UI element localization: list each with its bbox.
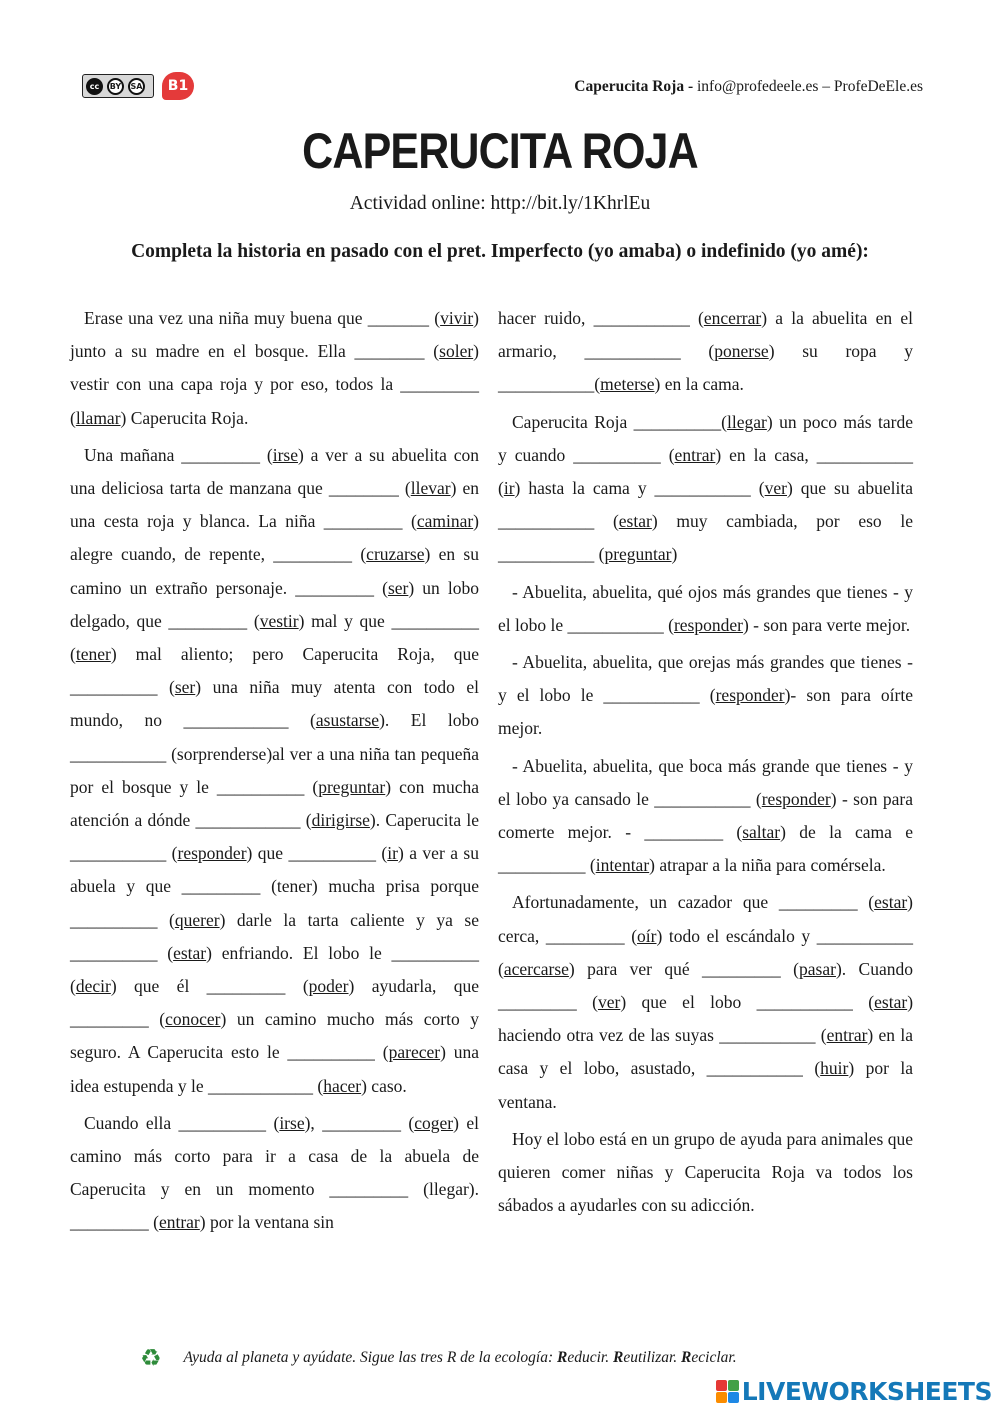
verb-hint: acercarse	[503, 958, 569, 979]
level-badge: B1	[162, 72, 194, 100]
story-text: ) enfriando. El lobo le __________ (	[70, 942, 479, 997]
story-text: ) un lobo delgado, que _________ (	[70, 577, 479, 631]
recycle-icon: ♻	[140, 1344, 162, 1372]
verb-hint: huir	[820, 1058, 849, 1079]
story-text: ) de la cama e __________ (	[498, 822, 913, 876]
story-text: - Abuelita, abuelita, qué ojos más grandes que tienes - y el lobo le ___________ (	[498, 581, 913, 635]
verb-hint: responder	[673, 614, 743, 635]
verb-hint: pasar	[799, 958, 836, 979]
verb-hint: responder	[177, 843, 247, 864]
story-text: ) un poco más tarde y cuando __________ (	[498, 411, 913, 465]
story-text: ) que __________ (	[246, 843, 388, 864]
verb-hint: encerrar	[703, 308, 762, 328]
verb-hint: ir	[503, 478, 515, 499]
footer-text: eutilizar.	[623, 1349, 682, 1366]
online-activity-link: Actividad online: http://bit.ly/1KhrlEu	[349, 193, 651, 214]
page-header	[0, 0, 1000, 110]
verb-hint: meterse	[600, 374, 655, 395]
logo-tile	[716, 1380, 727, 1391]
story-text: ) en la cama.	[654, 374, 744, 395]
verb-hint: preguntar	[318, 776, 386, 797]
verb-hint: ponerse	[714, 341, 769, 362]
story-text: ) darle la tarta caliente y ya se __________ (	[70, 909, 479, 963]
verb-hint: llevar	[410, 478, 451, 499]
story-text: ) una niña muy atenta con todo el mundo, no ____________ (	[70, 677, 480, 731]
story-text: ) a la abuelita en el armario, ___________ (	[498, 308, 913, 362]
verb-hint: estar	[173, 942, 207, 963]
verb-hint: conocer	[165, 1009, 221, 1030]
header-site-title: Caperucita Roja -	[574, 78, 694, 95]
story-paragraph	[498, 1123, 913, 1223]
verb-hint: responder	[761, 788, 831, 809]
verb-hint: ver	[764, 478, 787, 499]
verb-hint: asustarse	[315, 710, 380, 731]
footer-emphasis: R	[681, 1349, 692, 1366]
verb-hint: tener	[75, 644, 111, 665]
story-text: )- son para oírte mejor.	[498, 685, 913, 739]
story-text: ) todo el escándalo y ___________ (	[498, 925, 913, 979]
verb-hint: oír	[637, 925, 657, 946]
verb-hint: cruzarse	[366, 544, 425, 565]
verb-hint: entrar	[158, 1212, 200, 1233]
story-text: ). Caperucita le ___________ (	[70, 810, 479, 864]
story-text: ) en la casa y el lobo, asustado, ___________ (	[498, 1025, 913, 1079]
story-text: ) mal y que __________ (	[70, 610, 479, 665]
logo-tile	[728, 1380, 739, 1391]
footer-note	[140, 1344, 900, 1372]
verb-hint: responder	[715, 685, 785, 706]
story-text: ). Cuando _________ (	[498, 958, 913, 1013]
logo-tile	[728, 1392, 739, 1403]
story-text: Caperucita Roja __________(	[512, 411, 727, 432]
verb-hint: preguntar	[604, 544, 672, 565]
verb-hint: entrar	[826, 1025, 868, 1046]
verb-hint: parecer	[388, 1042, 441, 1063]
story-text: ) cerca, _________ (	[498, 892, 913, 946]
story-paragraph	[70, 439, 479, 1103]
story-text: ) por la ventana.	[498, 1058, 913, 1112]
story-text: Cuando ella __________ (	[84, 1112, 280, 1133]
verb-hint: ir	[387, 843, 398, 864]
story-column-left	[70, 302, 479, 1244]
story-text: Erase una vez una niña muy buena que _______ (	[84, 308, 441, 328]
story-text: ) a ver a su abuelita con una deliciosa tarta de manzana que ________ (	[70, 444, 479, 499]
story-text: ) que el lobo ___________ (	[620, 992, 875, 1013]
verb-hint: poder	[308, 976, 349, 997]
story-text: ) para ver qué _________ (	[568, 958, 800, 979]
story-paragraph	[498, 750, 913, 883]
sa-icon: SA	[128, 78, 145, 95]
verb-hint: ver	[597, 992, 621, 1013]
story-text: ) vestir con una capa roja y por eso, todos la _________ (	[70, 341, 479, 428]
verb-hint: estar	[874, 992, 908, 1013]
story-text: ) mal aliento; pero Caperucita Roja, que __________ (	[70, 644, 479, 698]
verb-hint: caminar	[416, 511, 474, 532]
story-text: ) el camino más corto para ir a casa de la abuela de Caperucita y en un momento _________ (llegar). _________ (	[70, 1112, 479, 1233]
story-text: )	[671, 544, 678, 565]
ecology-note	[184, 1349, 737, 1367]
verb-hint: hacer	[323, 1075, 362, 1096]
story-paragraph	[498, 406, 913, 572]
story-text: ) su ropa y ___________(	[498, 341, 913, 395]
story-text: ) que él _________ (	[110, 976, 309, 997]
footer-text: educir.	[567, 1349, 613, 1366]
creative-commons-badge	[82, 74, 154, 98]
story-text: ) - son para comerte mejor. - _________ (	[498, 788, 914, 843]
footer-text: eciclar.	[691, 1349, 737, 1366]
verb-hint: irse	[279, 1112, 305, 1133]
story-text: ) - son para verte mejor.	[742, 614, 911, 635]
logo-tile	[716, 1392, 727, 1403]
cc-icon: cc	[86, 78, 103, 95]
verb-hint: saltar	[742, 822, 781, 843]
header-info	[574, 78, 923, 96]
verb-hint: decir	[75, 976, 111, 997]
story-paragraph	[70, 1107, 479, 1240]
verb-hint: ser	[387, 577, 409, 598]
verb-hint: dirigirse	[311, 810, 370, 831]
verb-hint: intentar	[595, 855, 650, 876]
story-paragraph	[70, 302, 479, 435]
story-text: ) en una cesta roja y blanca. La niña _________ (	[70, 478, 479, 532]
liveworksheets-logo-icon	[716, 1380, 739, 1403]
verb-hint: entrar	[674, 444, 716, 465]
verb-hint: soler	[439, 341, 474, 362]
verb-hint: irse	[272, 444, 298, 465]
story-text: ), _________ (	[304, 1112, 415, 1133]
verb-hint: llegar	[727, 411, 767, 432]
brand-name: LIVEWORKSHEETS	[741, 1377, 992, 1406]
story-text: ) alegre cuando, de repente, _________ (	[70, 511, 479, 565]
story-text: ) una idea estupenda y le ____________ (	[70, 1042, 479, 1096]
story-paragraph	[498, 576, 913, 642]
verb-hint: vivir	[440, 308, 474, 328]
story-text: ) ayudarla, que _________ (	[70, 976, 479, 1030]
verb-hint: estar	[874, 892, 908, 913]
story-text: ) en la casa, ___________ (	[498, 444, 913, 499]
story-text: hacer ruido, ___________ (	[498, 308, 704, 328]
story-text: ) en su camino un extraño personaje. _________ (	[70, 544, 479, 598]
exercise-instruction: Completa la historia en pasado con el pret. Imperfecto (yo amaba) o indefinido (yo amé):	[131, 241, 869, 262]
footer-text: Ayuda al planeta y ayúdate. Sigue las tres R de la ecología:	[183, 1349, 558, 1366]
story-text: Afortunadamente, un cazador que _________ (	[512, 892, 875, 913]
verb-hint: querer	[174, 909, 220, 930]
verb-hint: llamar	[75, 407, 121, 428]
story-text: ) con mucha atención a dónde ____________ (	[70, 776, 479, 831]
story-text: Una mañana _________ (	[84, 444, 273, 465]
header-contact: info@profedeele.es – ProfeDeEle.es	[693, 78, 923, 95]
by-icon: BY	[107, 78, 124, 95]
story-text: ) caso.	[361, 1075, 407, 1096]
story-text: ) a ver a su abuela y que _________ (tener) mucha prisa porque __________ (	[70, 843, 479, 930]
verb-hint: vestir	[259, 610, 299, 631]
story-column-right	[498, 302, 913, 1226]
footer-emphasis: R	[613, 1349, 624, 1366]
story-text: - Abuelita, abuelita, que orejas más grandes que tienes - y el lobo le ___________ (	[498, 652, 913, 706]
story-text: ). El lobo ___________ (sorprenderse)al ver a una niña tan pequeña por el bosque y le __________ (	[70, 710, 479, 797]
story-paragraph	[498, 886, 913, 1118]
footer-emphasis: R	[557, 1349, 568, 1366]
story-text: ) muy cambiada, por eso le ___________ (	[498, 511, 913, 565]
story-paragraph	[498, 302, 913, 402]
story-text: ) atrapar a la niña para comérsela.	[649, 855, 886, 876]
story-text: - Abuelita, abuelita, que boca más grande que tienes - y el lobo ya cansado le ___________ (	[498, 755, 913, 809]
story-text: ) un camino mucho más corto y seguro. A Caperucita esto le __________ (	[70, 1009, 479, 1063]
story-text: ) que su abuelita ___________ (	[498, 478, 913, 532]
verb-hint: ser	[174, 677, 196, 698]
story-text: ) haciendo otra vez de las suyas ___________ (	[498, 992, 914, 1046]
story-text: Hoy el lobo está en un grupo de ayuda para animales que quieren comer niñas y Caperucita Roja va todos los sábados a ayudarles con su adicción.	[498, 1128, 913, 1216]
liveworksheets-brand	[716, 1377, 992, 1406]
story-text: ) por la ventana sin	[199, 1212, 334, 1233]
page-title: CAPERUCITA ROJA	[302, 123, 698, 179]
verb-hint: coger	[414, 1112, 454, 1133]
story-text: ) Caperucita Roja.	[120, 407, 249, 428]
verb-hint: estar	[618, 511, 652, 532]
story-text: ) junto a su madre en el bosque. Ella ________ (	[70, 308, 479, 362]
story-paragraph	[498, 646, 913, 746]
story-text: ) hasta la cama y ___________ (	[514, 478, 765, 499]
